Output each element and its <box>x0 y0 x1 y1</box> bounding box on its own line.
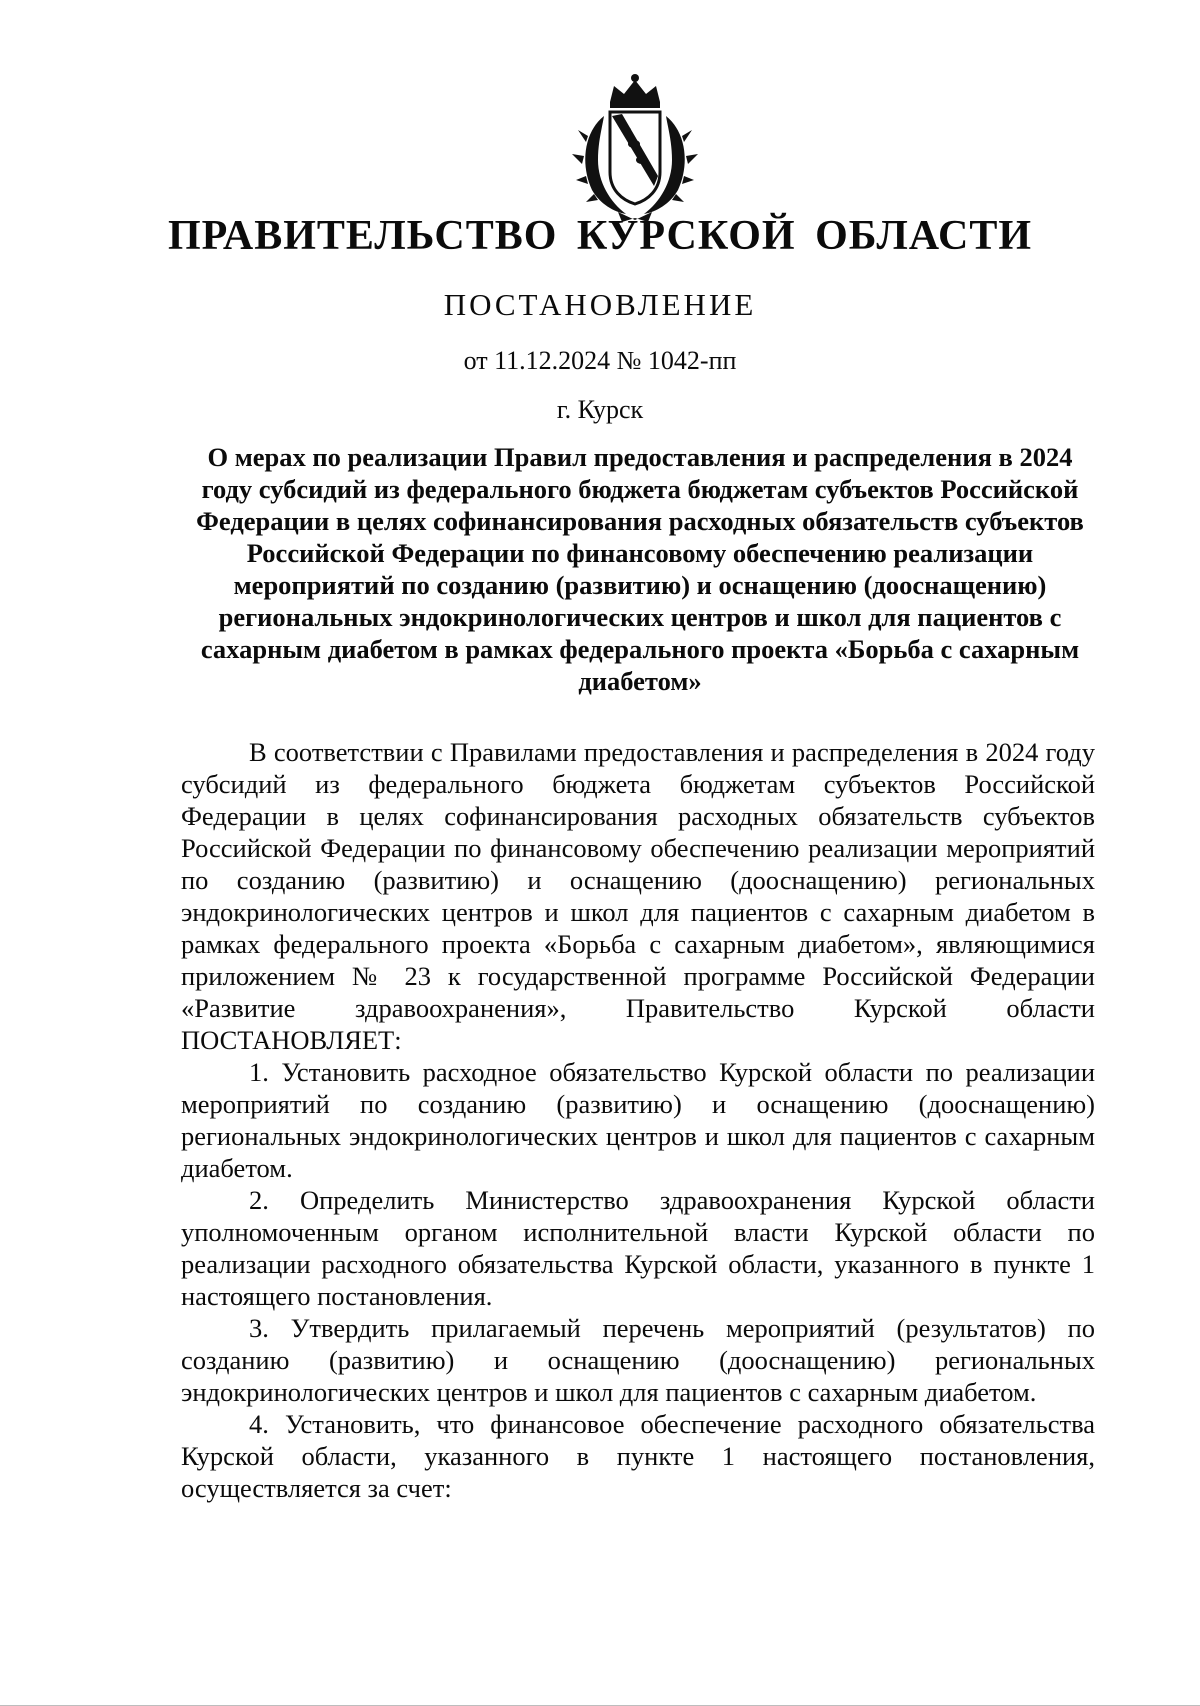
item-4-paragraph: 4. Установить, что финансовое обеспечение расходного обязательства Курской области, указанного в пункте 1 настоящего постановления, осуществляется за счет: <box>181 1409 1095 1503</box>
document-type: ПОСТАНОВЛЕНИЕ <box>443 287 757 322</box>
kursk-coat-of-arms-icon <box>570 72 700 224</box>
preamble-paragraph: В соответствии с Правилами предоставления и распределения в 2024 году субсидий из федерального бюджета бюджетам субъектов Российской Федерации в целях софинансирования расходных обязательств субъектов Российской Федерации по финансовому обеспечению реализации мероприятий по созданию (развитию) и оснащению (дооснащению) региональных эндокринологических центров и школ для пациентов с сахарным диабетом в рамках федерального проекта «Борьба с сахарным диабетом», являющимися приложением № 23 к государственной программе Российской Федерации «Развитие здравоохранения», Правительство Курской области ПОСТАНОВЛЯЕТ: <box>181 737 1095 1055</box>
document-number: от 11.12.2024 № 1042-пп <box>463 346 737 375</box>
government-name: ПРАВИТЕЛЬСТВО КУРСКОЙ ОБЛАСТИ <box>167 213 1033 259</box>
document-city: г. Курск <box>556 395 644 424</box>
item-2-paragraph: 2. Определить Министерство здравоохранения Курской области уполномоченным органом исполнительной власти Курской области по реализации расходного обязательства Курской области, указанного в пункте 1 настоящего постановления. <box>181 1185 1095 1311</box>
document-title: О мерах по реализации Правил предоставления и распределения в 2024 году субсидий из федерального бюджета бюджетам субъектов Российской Федерации в целях софинансирования расходных обязательств субъектов Российской Федерации по финансовому обеспечению реализации мероприятий по созданию (развитию) и оснащению (дооснащению) региональных эндокринологических центров и школ для пациентов с сахарным диабетом в рамках федерального проекта «Борьба с сахарным диабетом» <box>196 442 1084 696</box>
document-body <box>181 736 1095 1504</box>
item-1-paragraph: 1. Установить расходное обязательство Курской области по реализации мероприятий по созданию (развитию) и оснащению (дооснащению) региональных эндокринологических центров и школ для пациентов с сахарным диабетом. <box>181 1057 1095 1183</box>
item-3-paragraph: 3. Утвердить прилагаемый перечень мероприятий (результатов) по созданию (развитию) и оснащению (дооснащению) региональных эндокринологических центров и школ для пациентов с сахарным диабетом. <box>181 1313 1095 1407</box>
